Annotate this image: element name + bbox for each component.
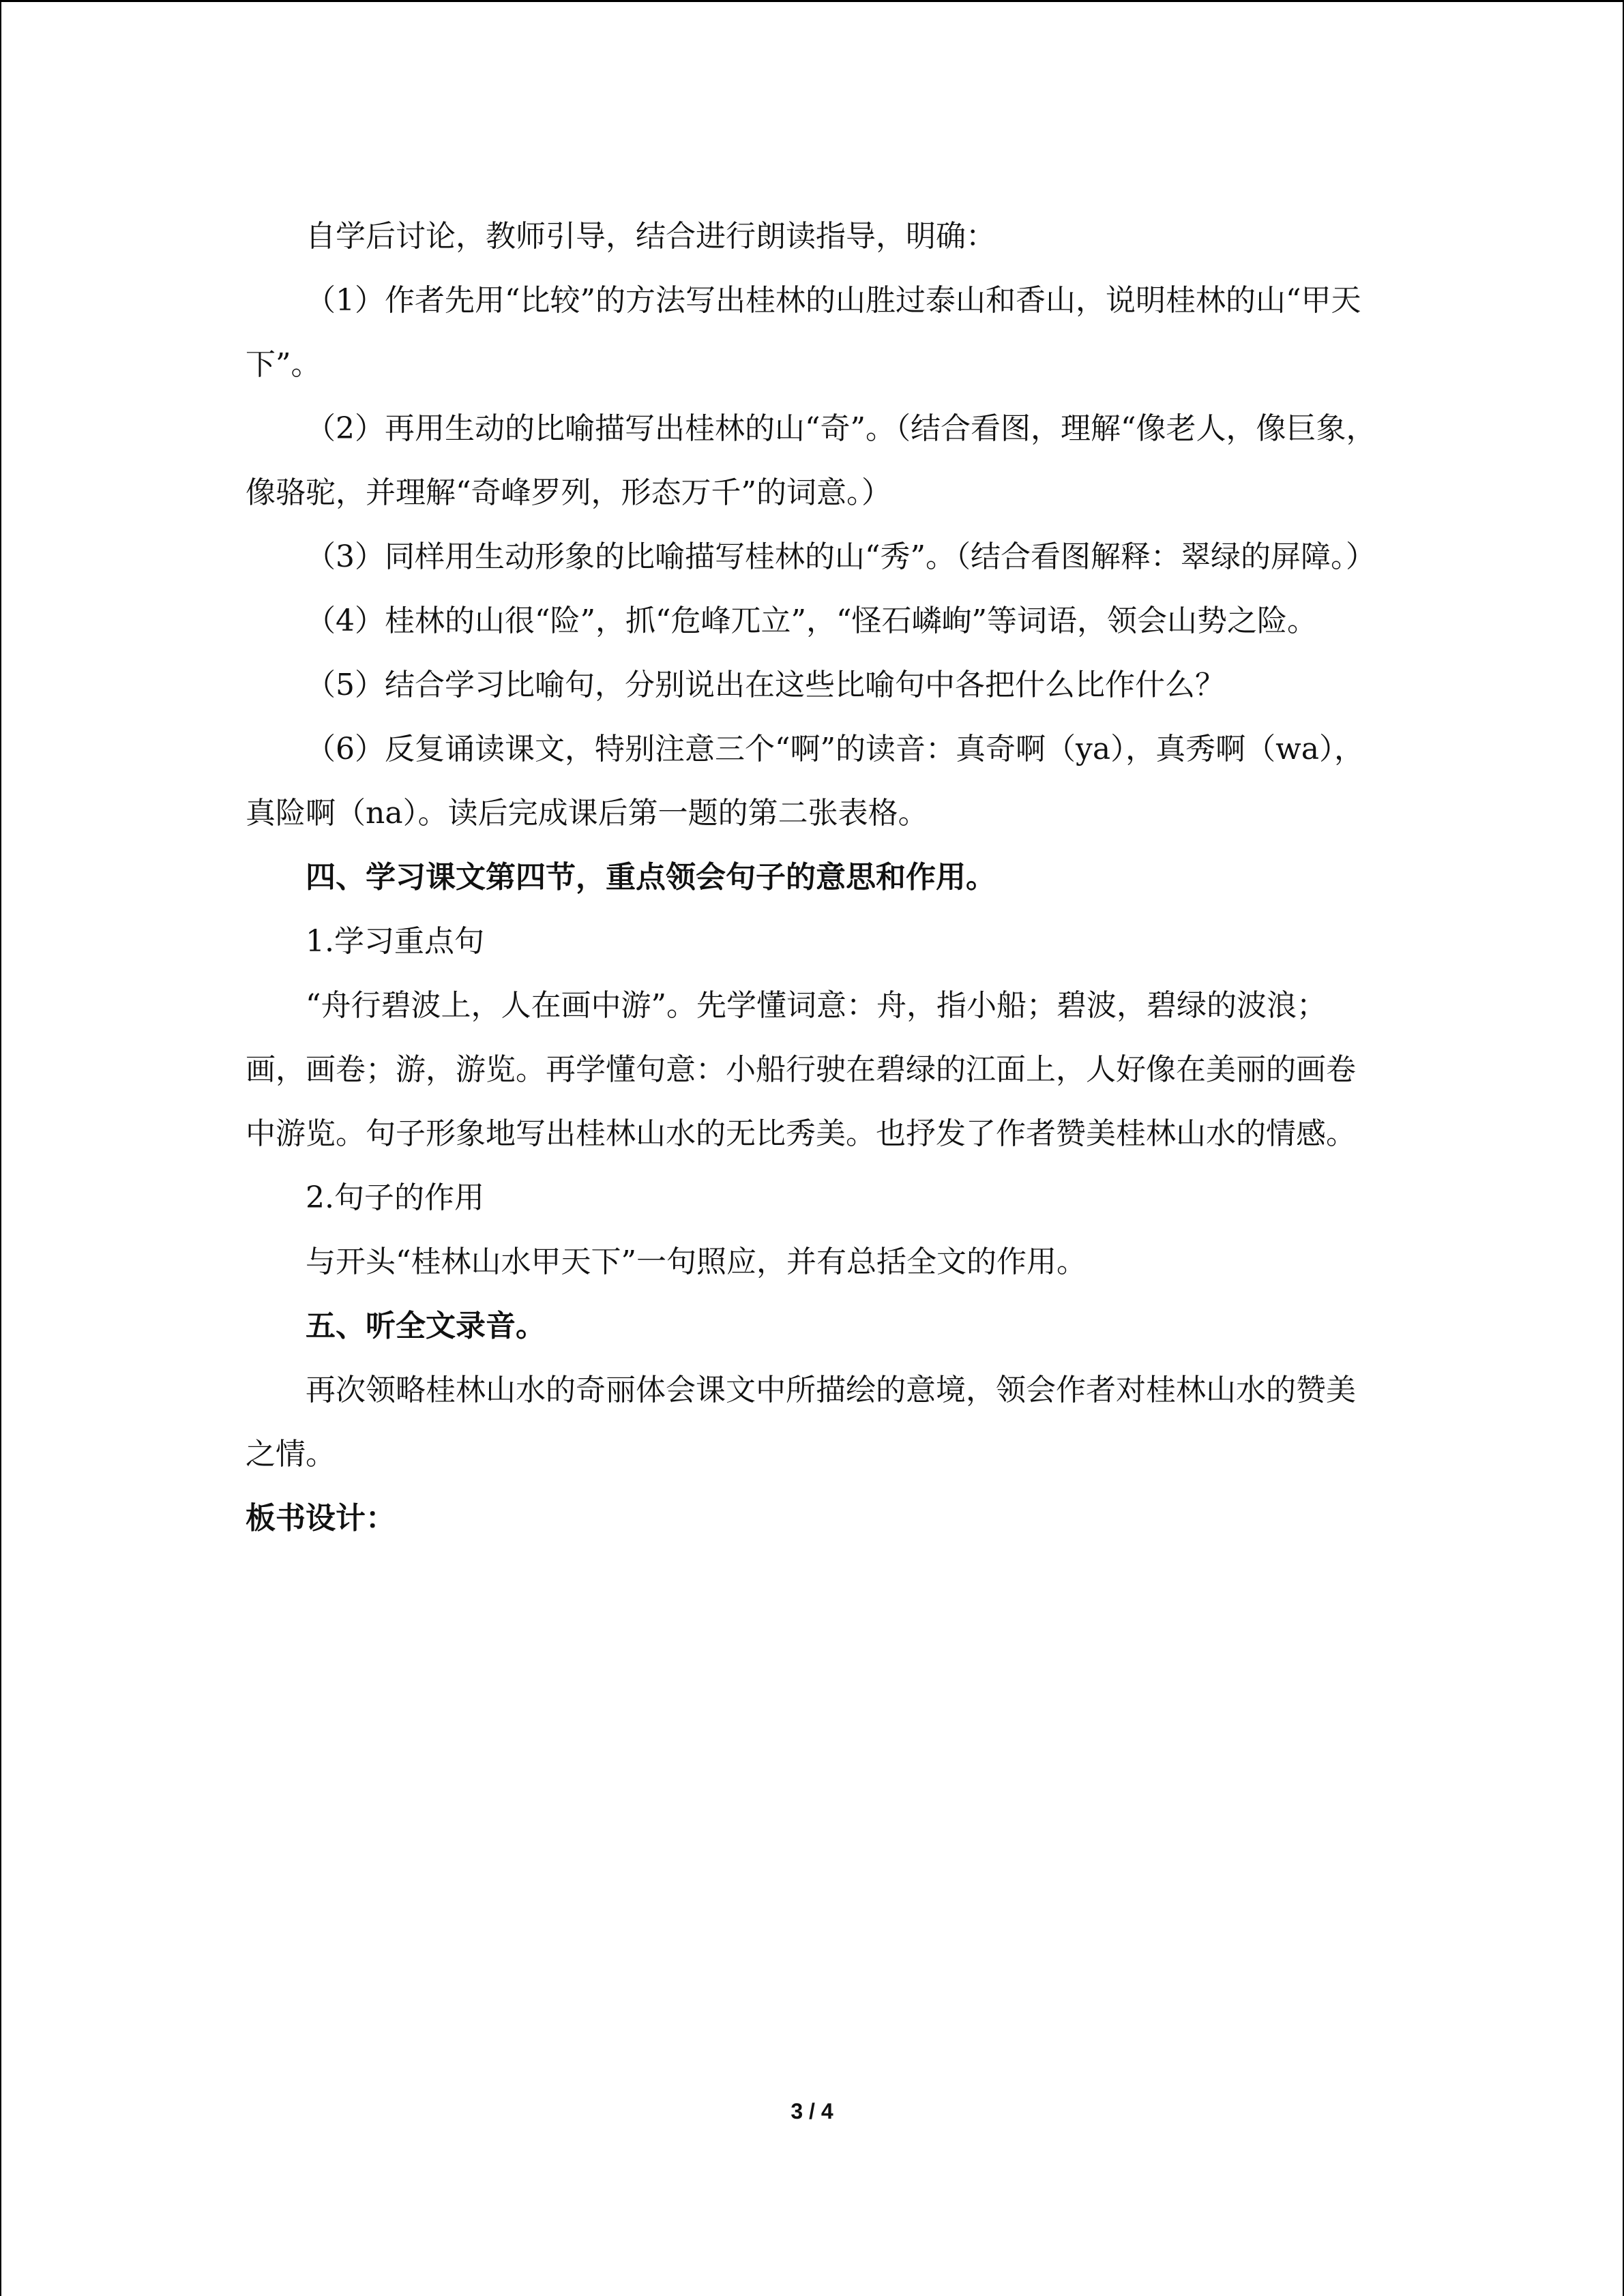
section-heading-4: 四、学习课文第四节，重点领会句子的意思和作用。 bbox=[306, 860, 996, 895]
document-body bbox=[246, 205, 1378, 1551]
subheading-key-sentence: 1.学习重点句 bbox=[306, 924, 484, 959]
subheading-sentence-function: 2.句子的作用 bbox=[306, 1180, 484, 1215]
paragraph-point-2: （2）再用生动的比喻描写出桂林的山“奇”。（结合看图，理解“像老人，像巨象，像骆驼，并理解“奇峰罗列，形态万千”的词意。） bbox=[246, 411, 1376, 510]
paragraph-point-1: （1）作者先用“比较”的方法写出桂林的山胜过泰山和香山，说明桂林的山“甲天下”。 bbox=[246, 283, 1361, 382]
blackboard-design-heading: 板书设计： bbox=[246, 1501, 396, 1536]
section-heading-5: 五、听全文录音。 bbox=[306, 1309, 546, 1343]
paragraph-point-5: （5）结合学习比喻句，分别说出在这些比喻句中各把什么比作什么？ bbox=[306, 668, 1225, 702]
paragraph-point-6: （6）反复诵读课文，特别注意三个“啊”的读音：真奇啊（ya），真秀啊（wa），真险啊（na）。读后完成课后第一题的第二张表格。 bbox=[246, 732, 1364, 831]
paragraph-listen: 再次领略桂林山水的奇丽体会课文中所描绘的意境，领会作者对桂林山水的赞美之情。 bbox=[246, 1373, 1356, 1472]
paragraph-key-sentence: “舟行碧波上，人在画中游”。先学懂词意：舟，指小船；碧波，碧绿的波浪；画，画卷；游，游览。再学懂句意：小船行驶在碧绿的江面上，人好像在美丽的画卷中游览。句子形象地写出桂林山水的无比秀美。也抒发了作者赞美桂林山水的情感。 bbox=[246, 988, 1356, 1151]
paragraph-sentence-function: 与开头“桂林山水甲天下”一句照应，并有总括全文的作用。 bbox=[306, 1244, 1087, 1279]
paragraph-point-4: （4）桂林的山很“险”，抓“危峰兀立”，“怪石嶙峋”等词语，领会山势之险。 bbox=[306, 603, 1317, 638]
paragraph-intro: 自学后讨论，教师引导，结合进行朗读指导，明确： bbox=[306, 219, 996, 254]
paragraph-point-3: （3）同样用生动形象的比喻描写桂林的山“秀”。（结合看图解释：翠绿的屏障。） bbox=[306, 539, 1376, 574]
page-number: 3 / 4 bbox=[791, 2099, 833, 2123]
